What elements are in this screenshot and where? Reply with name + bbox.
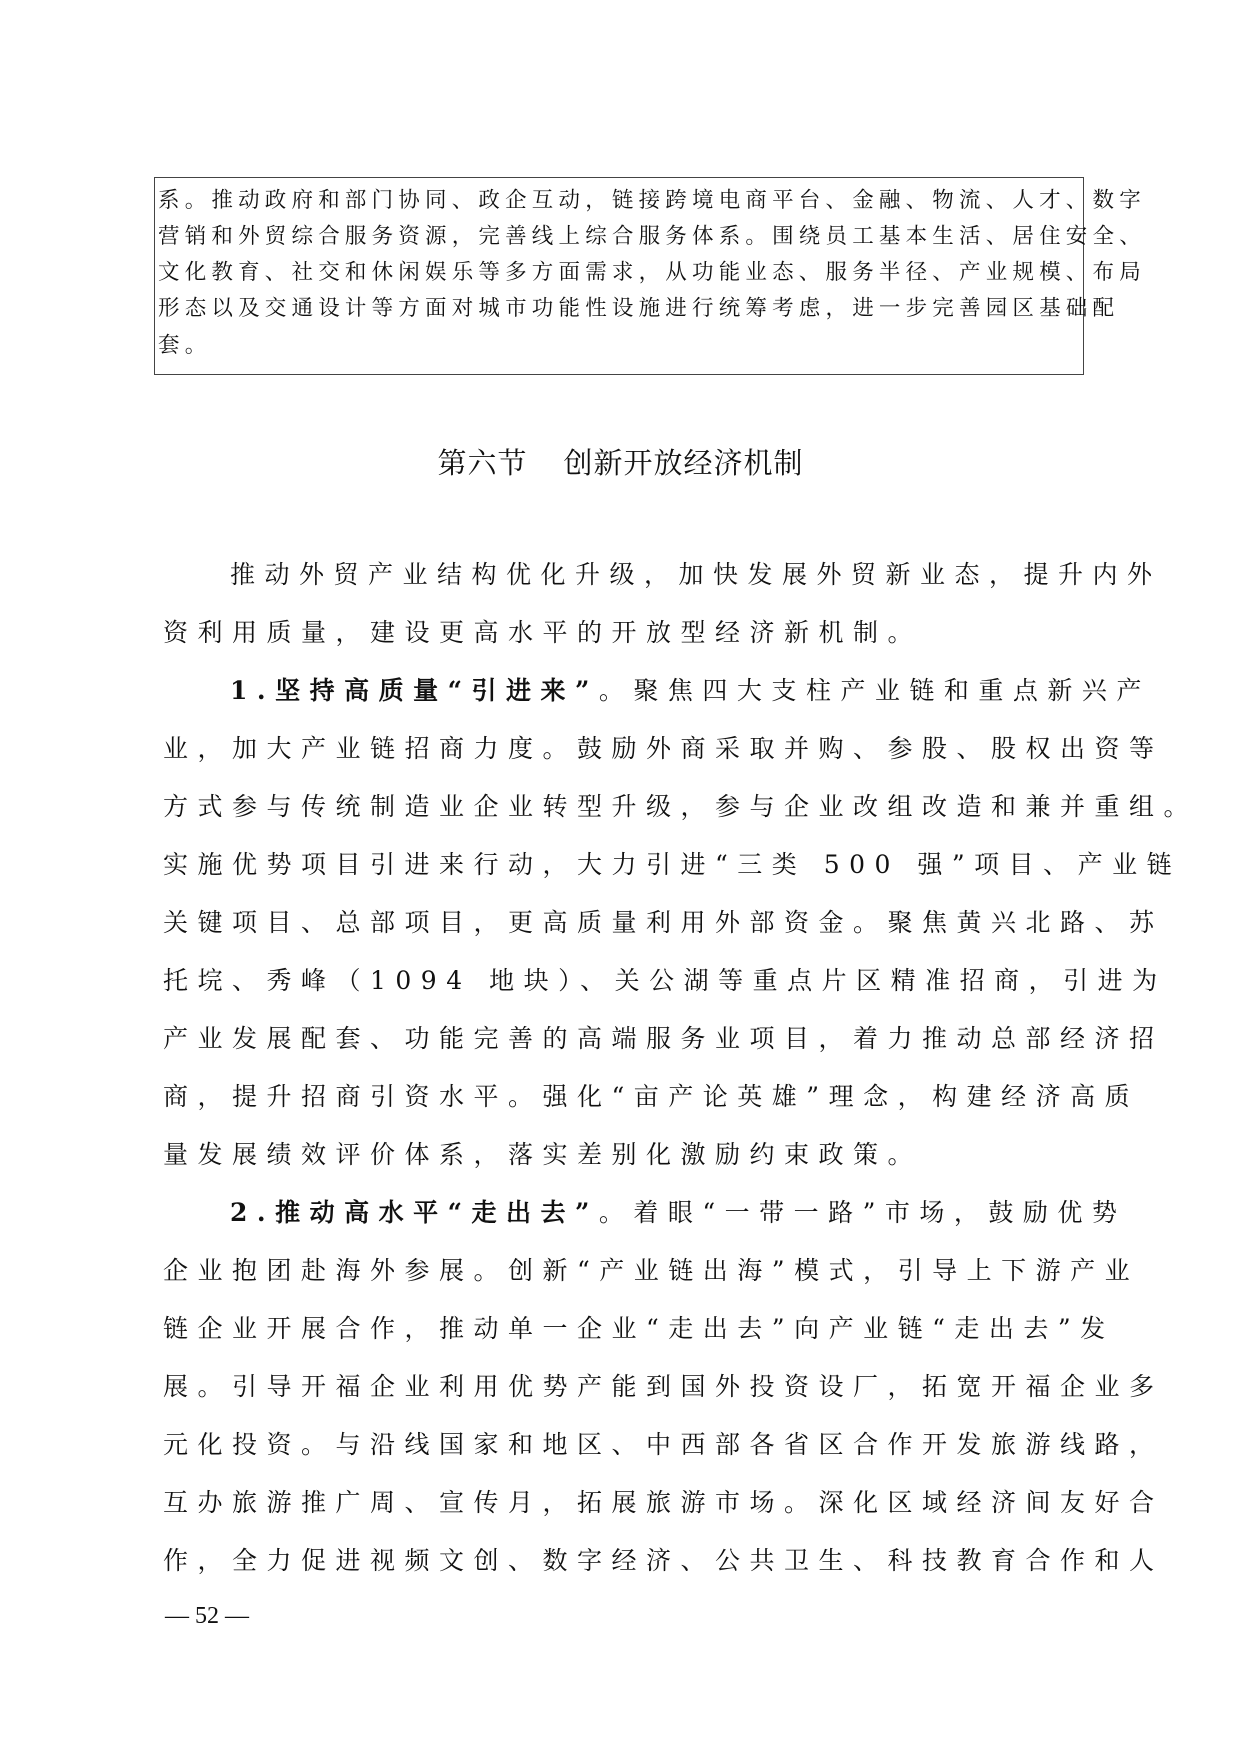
item2-heading: 2.推动高水平“走出去” [230, 1198, 599, 1227]
section-number: 第六节 [437, 446, 528, 480]
item2-line: 企业抱团赴海外参展。创新“产业链出海”模式，引导上下游产业 [163, 1256, 1140, 1285]
box-line: 文化教育、社交和休闲娱乐等多方面需求，从功能业态、服务半径、产业规模、布局 [158, 260, 1146, 285]
item1-line: 方式参与传统制造业企业转型升级，参与企业改组改造和兼并重组。 [163, 792, 1199, 821]
item1-first-line [230, 671, 1151, 711]
page-number: — 52 — [165, 1603, 249, 1629]
box-line: 营销和外贸综合服务资源，完善线上综合服务体系。围绕员工基本生活、居住安全、 [158, 224, 1146, 249]
box-line: 系。推动政府和部门协同、政企互动，链接跨境电商平台、金融、物流、人才、数字 [158, 188, 1146, 213]
item1-line: 托垸、秀峰（1094 地块）、关公湖等重点片区精准招商，引进为 [163, 966, 1167, 995]
item1-line: 实施优势项目引进来行动，大力引进“三类 500 强”项目、产业链 [163, 850, 1182, 879]
item2-first-line [230, 1193, 1126, 1233]
item2-line: 链企业开展合作，推动单一企业“走出去”向产业链“走出去”发 [163, 1314, 1115, 1343]
item1-line: 量发展绩效评价体系，落实差别化激励约束政策。 [163, 1140, 923, 1169]
box-line: 套。 [158, 333, 212, 358]
item2-line: 互办旅游推广周、宣传月，拓展旅游市场。深化区域经济间友好合 [163, 1488, 1164, 1517]
boxed-text-block [154, 177, 1146, 375]
item2-line: 元化投资。与沿线国家和地区、中西部各省区合作开发旅游线路， [163, 1430, 1164, 1459]
item1-first-rest: 。聚焦四大支柱产业链和重点新兴产 [598, 676, 1151, 705]
item1-line: 业，加大产业链招商力度。鼓励外商采取并购、参股、股权出资等 [163, 734, 1164, 763]
intro-line: 推动外贸产业结构优化升级，加快发展外贸新业态，提升内外 [230, 560, 1162, 589]
intro-line: 资利用质量，建设更高水平的开放型经济新机制。 [163, 618, 923, 647]
section-title: 创新开放经济机制 [563, 446, 804, 480]
item1-line: 商，提升招商引资水平。强化“亩产论英雄”理念，构建经济高质 [163, 1082, 1140, 1111]
item1-line: 产业发展配套、功能完善的高端服务业项目，着力推动总部经济招 [163, 1024, 1164, 1053]
item2-line: 展。引导开福企业利用优势产能到国外投资设厂，拓宽开福企业多 [163, 1372, 1164, 1401]
item2-line: 作，全力促进视频文创、数字经济、公共卫生、科技教育合作和人 [163, 1546, 1164, 1575]
item1-line: 关键项目、总部项目，更高质量利用外部资金。聚焦黄兴北路、苏 [163, 908, 1164, 937]
item2-first-rest: 。着眼“一带一路”市场，鼓励优势 [598, 1198, 1127, 1227]
section-heading [0, 443, 1241, 483]
box-line: 形态以及交通设计等方面对城市功能性设施进行统筹考虑，进一步完善园区基础配 [158, 296, 1120, 321]
item1-heading: 1.坚持高质量“引进来” [230, 676, 599, 705]
